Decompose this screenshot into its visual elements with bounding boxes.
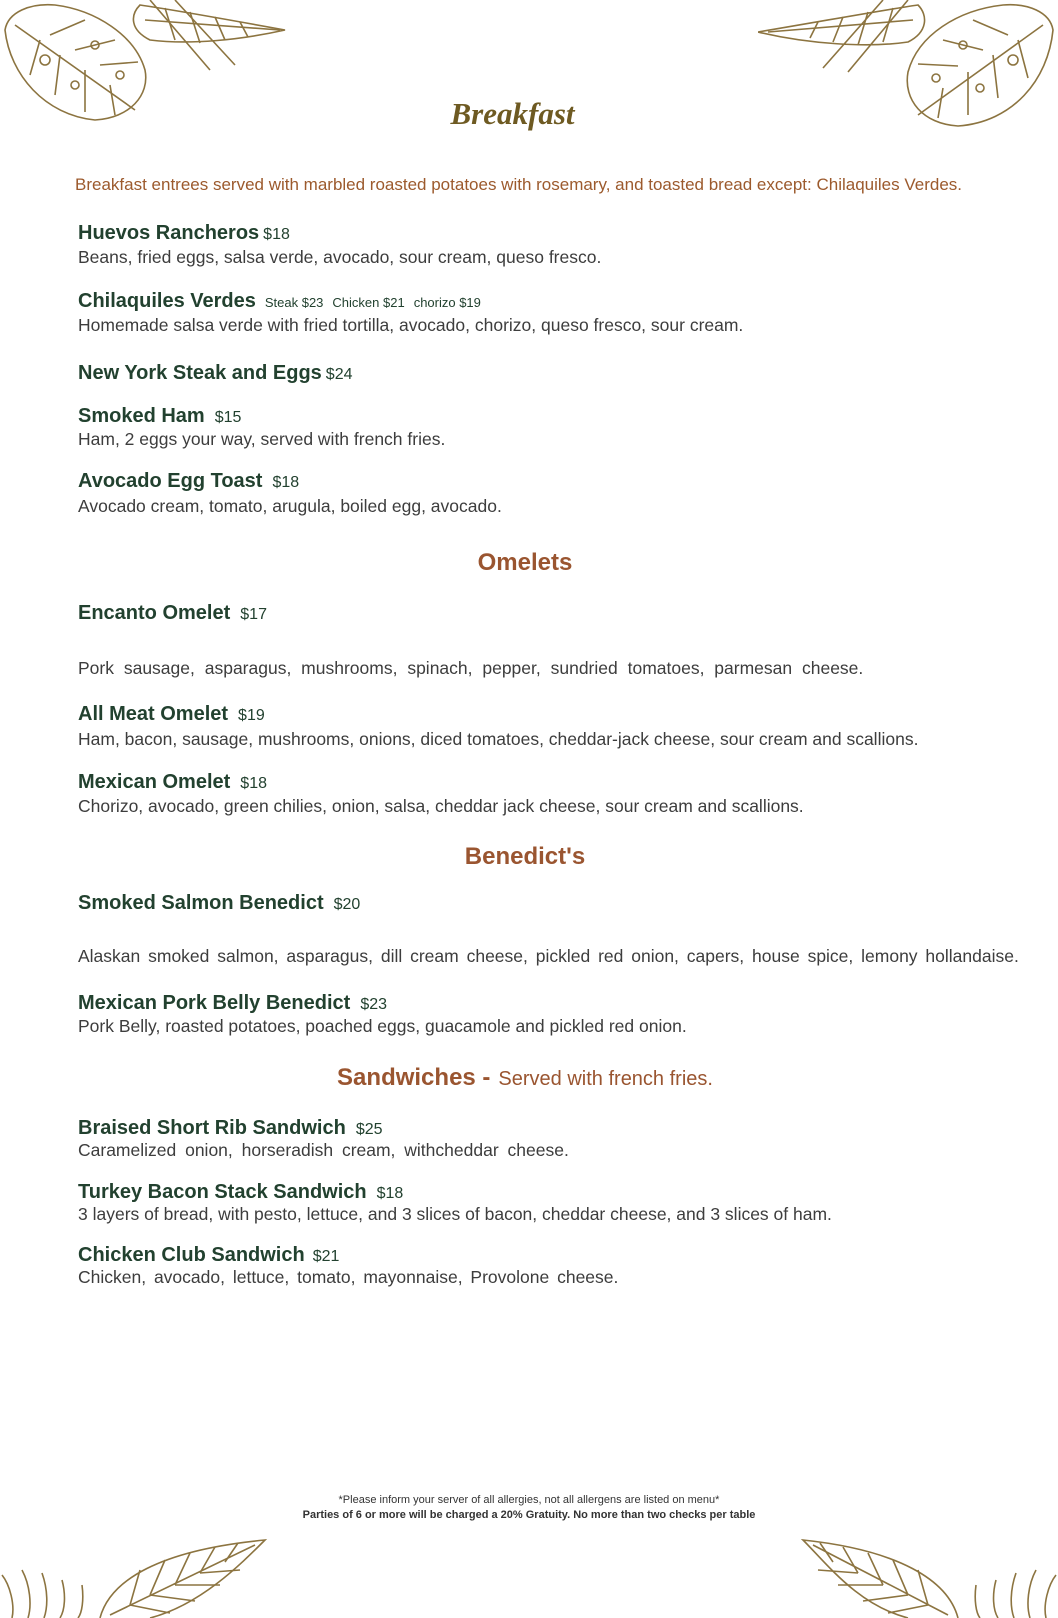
item-name: New York Steak and Eggs	[78, 362, 322, 384]
menu-item-smoked-ham	[78, 405, 241, 428]
item-name: Huevos Rancheros	[78, 222, 260, 244]
menu-item-mexican-pork-belly-benedict	[78, 992, 387, 1015]
menu-item-ny-steak-eggs	[78, 362, 353, 385]
item-price: $23	[360, 996, 388, 1013]
item-name: Smoked Salmon Benedict	[78, 892, 324, 914]
menu-item-mexican-omelet	[78, 771, 267, 794]
section-heading-benedicts: Benedict's	[464, 843, 586, 870]
item-name: Avocado Egg Toast	[78, 470, 263, 492]
item-description: Chicken, avocado, lettuce, tomato, mayonnaise, Provolone cheese.	[78, 1267, 619, 1287]
item-description: Caramelized onion, horseradish cream, withcheddar cheese.	[78, 1140, 569, 1160]
sandwiches-heading: Sandwiches -	[337, 1064, 491, 1091]
allergy-note: *Please inform your server of all allergies, not all allergens are listed on menu*	[338, 1494, 720, 1506]
palm-leaf-icon	[800, 1535, 1058, 1618]
item-description: Pork Belly, roasted potatoes, poached eggs, guacamole and pickled red onion.	[78, 1016, 687, 1036]
menu-item-all-meat-omelet	[78, 703, 265, 726]
menu-item-avocado-egg-toast	[78, 470, 299, 493]
page-title: Breakfast	[450, 96, 575, 131]
item-name: Mexican Pork Belly Benedict	[78, 992, 351, 1014]
item-description: Beans, fried eggs, salsa verde, avocado, sour cream, queso fresco.	[78, 247, 602, 267]
section-heading-omelets: Omelets	[477, 549, 573, 576]
item-price: $20	[333, 896, 361, 913]
gratuity-note: Parties of 6 or more will be charged a 20% Gratuity. No more than two checks per table	[302, 1509, 756, 1521]
palm-leaf-icon	[0, 1535, 270, 1618]
item-description: Homemade salsa verde with fried tortilla, avocado, chorizo, queso fresco, sour cream.	[78, 315, 744, 335]
item-description: Chorizo, avocado, green chilies, onion, salsa, cheddar jack cheese, sour cream and scallions.	[78, 796, 804, 816]
menu-item-chicken-club-sandwich	[78, 1244, 339, 1267]
item-description: Alaskan smoked salmon, asparagus, dill cream cheese, pickled red onion, capers, house spice, lemony hollandaise.	[78, 946, 1019, 966]
item-price: $17	[240, 606, 267, 623]
intro-note: Breakfast entrees served with marbled roasted potatoes with rosemary, and toasted bread except: Chilaquiles Verdes.	[75, 175, 962, 194]
item-name: All Meat Omelet	[78, 703, 229, 725]
item-price: $18	[272, 474, 300, 491]
item-price-chicken: Chicken $21	[332, 295, 405, 310]
item-price-chorizo: chorizo $19	[413, 295, 481, 310]
item-name: Mexican Omelet	[78, 771, 231, 793]
item-description: Avocado cream, tomato, arugula, boiled egg, avocado.	[78, 496, 502, 516]
item-price: $24	[325, 366, 353, 383]
item-description: Ham, bacon, sausage, mushrooms, onions, diced tomatoes, cheddar-jack cheese, sour cream and scallions.	[78, 729, 919, 749]
item-name: Chicken Club Sandwich	[78, 1244, 305, 1266]
item-description: Pork sausage, asparagus, mushrooms, spinach, pepper, sundried tomatoes, parmesan cheese.	[78, 658, 864, 678]
item-price: $25	[355, 1121, 383, 1138]
item-price: $19	[238, 707, 265, 724]
item-name: Chilaquiles Verdes	[78, 290, 256, 312]
item-name: Turkey Bacon Stack Sandwich	[78, 1181, 367, 1203]
item-description: 3 layers of bread, with pesto, lettuce, and 3 slices of bacon, cheddar cheese, and 3 slices of ham.	[78, 1204, 832, 1224]
section-heading-sandwiches	[0, 1064, 1050, 1092]
item-name: Encanto Omelet	[78, 602, 231, 624]
menu-item-chilaquiles-verdes	[78, 290, 481, 313]
item-price: $15	[214, 409, 242, 426]
item-price: $18	[263, 226, 290, 243]
item-price: $18	[240, 775, 267, 792]
menu-item-smoked-salmon-benedict	[78, 892, 360, 915]
item-name: Braised Short Rib Sandwich	[78, 1117, 346, 1139]
item-price: $21	[312, 1248, 340, 1265]
menu-item-huevos-rancheros	[78, 222, 290, 245]
menu-item-braised-short-rib-sandwich	[78, 1117, 383, 1140]
menu-item-encanto-omelet	[78, 602, 267, 625]
sandwiches-subheading: Served with french fries.	[498, 1068, 713, 1090]
item-price-steak: Steak $23	[264, 295, 324, 310]
item-price: $18	[376, 1185, 404, 1202]
menu-item-turkey-bacon-stack-sandwich	[78, 1181, 403, 1204]
item-name: Smoked Ham	[78, 405, 205, 427]
item-description: Ham, 2 eggs your way, served with french fries.	[78, 429, 446, 449]
